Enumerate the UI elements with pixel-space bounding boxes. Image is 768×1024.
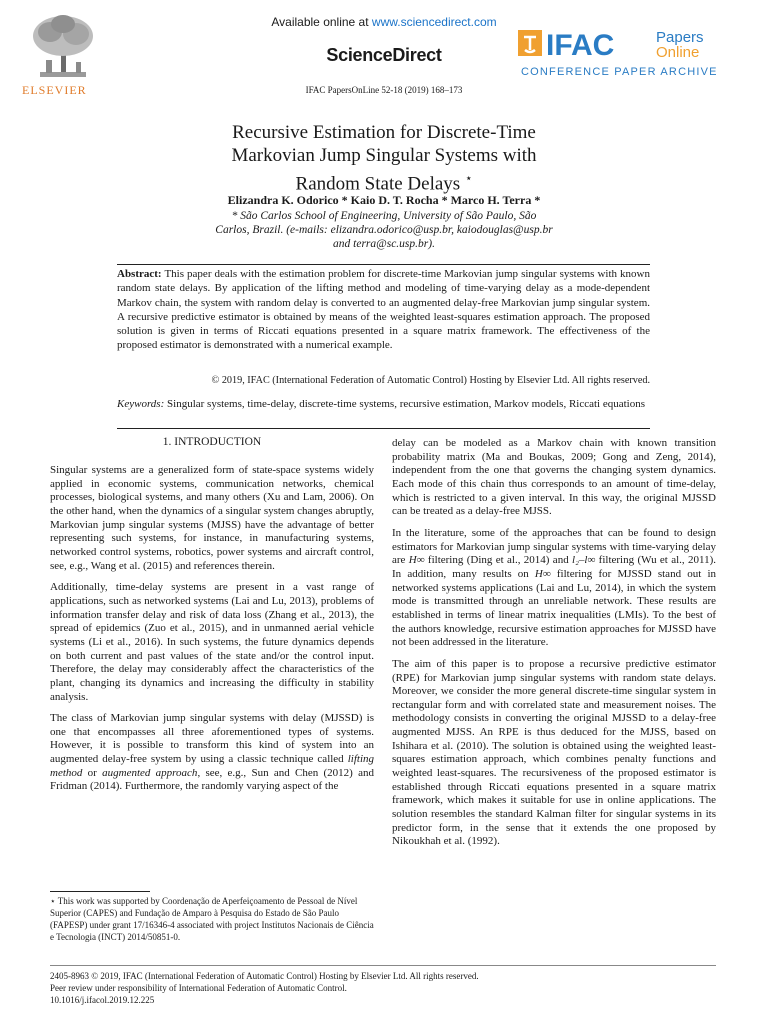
footer-issn-copyright: 2405-8963 © 2019, IFAC (International Federation of Automatic Control) Hosting by Elsevier Ltd. All rights reserved. (50, 971, 479, 981)
section-heading-introduction: 1. INTRODUCTION (162, 436, 262, 448)
title-line-1: Recursive Estimation for Discrete-Time (232, 122, 536, 143)
footer-doi[interactable]: 10.1016/j.ifacol.2019.12.225 (50, 994, 155, 1005)
ifac-online: Online (656, 44, 700, 61)
journal-reference: IFAC PapersOnLine 52-18 (2019) 168–173 (305, 85, 463, 95)
right-paragraph-3: The aim of this paper is to propose a recursive predictive estimator (RPE) for Markovian jump singular systems with random state delays. Moreover, we consider the more general discrete-time singular system in rectangular form and with correlated state and measurement noises. The methodology consists in converting the original MJSSD to a delay-free augmented MJSS. An RPE is thus deduced for the MJSS, based on Ishihara et al. (2010). The solution is obtained using the weighted least-squares estimation approach, which combines penalty functions and weighted least-squares. The recursiveness of the proposed estimator is established through Riccati equations presented in a square matrix framework, which makes it suitable for use in online applications. The solution resembles the standard Kalman filter for singular systems in its predictor form, in the sense that it extends the one proposed by Nikoukhah et al. (1992). (392, 657, 716, 848)
l2-linf: l₂–l∞ (572, 554, 596, 567)
p2-text-b: filtering (Ding et al., 2014) and (424, 554, 573, 567)
intro-paragraph-1: Singular systems are a generalized form of state-space systems widely applied in economic systems, communication networks, chemical processes, biological systems, and many others (Xu and Lam, 2006). On the other hand, when the dynamics of a singular system changes abruptly, Markovian jump singular systems (MJSS) have the advantage of better representing such systems, for instance, in manufacturing systems, networked control systems, robotics, power systems and aircraft control, see, e.g., Wang et al. (2015) and references therein. (50, 464, 375, 572)
p2-text-d: filtering for MJSSD stand out in networked systems applications (Lai and Lu, 2014), in which the system mode is transmitted through an unreliable network. These results are established in terms of linear matrix inequalities (LMIs). To the best of the authors knowledge, recursive estimation approaches for MJSSD have not been addressed in the literature. (392, 567, 716, 649)
affiliation (0, 209, 768, 251)
p3-lifting-method: lifting method (50, 753, 374, 779)
copyright-line: © 2019, IFAC (International Federation of Automatic Control) Hosting by Elsevier Ltd. All rights reserved. (211, 375, 650, 386)
h-infinity-2: H∞ (534, 567, 551, 580)
abstract-text: This paper deals with the estimation problem for discrete-time Markovian jump singular systems with known random state delays. By application of the lifting method and modeling of time-varying delay as a mode-dependent Markov chain, the system with random delay is converted to an augmented delay-free Markovian jump singular system. A recursive predictive estimator is obtained by means of the weighted least-squares estimation approach. The proposed solution is given in terms of Riccati equations presented in a square matrix framework. The effectiveness of the proposed estimator is demonstrated with a numerical example. (117, 268, 650, 352)
right-column (392, 437, 716, 857)
keywords (117, 397, 650, 411)
keywords-label: Keywords: (117, 398, 165, 410)
ifac-word: IFAC (546, 30, 615, 62)
sciencedirect-link[interactable]: www.sciencedirect.com (371, 15, 497, 29)
p3-text-b: , see, e.g., Sun and Chen (2012) and Fridman (2014). Furthermore, the randomly varying aspect of the (50, 766, 375, 793)
abstract (117, 267, 650, 353)
p3-text-a: The class of Markovian jump singular systems with delay (MJSSD) is one that encompasses all three aforementioned types of systems. However, it is possible to transform this kind of system into an augmented delay-free system by using a classic technique called (50, 712, 374, 766)
page-footer (50, 971, 730, 1006)
affiliation-line-3: and terra@sc.usp.br). (333, 238, 435, 250)
left-column (50, 464, 374, 802)
abstract-bottom-rule (117, 428, 650, 429)
intro-paragraph-2: Additionally, time-delay systems are present in a vast range of applications, such as networked systems (Lai and Lu, 2013), problems of information transfer delay and risk of data loss (Zhang et al., 2013), the spread of epidemics (Zuo et al., 2015), and in unmanned aerial vehicle systems (Li et al., 2016). In such systems, the future dynamics depends on both current and past values of the state and/or the control input. Therefore, the delay may considerably affect the characteristics of the plant, changing its dynamics and increasing the difficulty in stability analysis. (50, 581, 374, 703)
available-online-line (0, 15, 768, 29)
h-infinity-1: H∞ (408, 554, 425, 567)
title-footnote-star: ⋆ (464, 171, 473, 185)
ifac-archive-tagline: CONFERENCE PAPER ARCHIVE (521, 66, 718, 78)
footnote-rule (50, 891, 150, 892)
p3-augmented-approach: augmented approach (102, 766, 198, 779)
affiliation-line-1: * São Carlos School of Engineering, University of São Paulo, São (231, 210, 537, 222)
title-line-3: Random State Delays (295, 173, 461, 195)
p3-or: or (82, 766, 103, 779)
funding-footnote: ⋆ This work was supported by Coordenação de Aperfeiçoamento de Pessoal de Nível Superior (CAPES) and Fundação de Amparo à Pesquisa do Estado de São Paulo (FAPESP) under grant 17/16346-4 associated with project Institutos Nacionais de Ciência e Tecnologia (INCT) 2014/50851-0. (50, 896, 374, 942)
abstract-top-rule (117, 264, 650, 265)
right-paragraph-2 (392, 527, 716, 650)
title-line-2: Markovian Jump Singular Systems with (231, 145, 537, 166)
footer-rule (50, 965, 716, 966)
footer-peer-review: Peer review under responsibility of International Federation of Automatic Control. (50, 982, 347, 993)
keywords-text: Singular systems, time-delay, discrete-time systems, recursive estimation, Markov models, Riccati equations (164, 398, 645, 410)
p2-text-c: filtering (Wu et al., 2011). In addition, many results on (392, 554, 716, 580)
authors: Elizandra K. Odorico * Kaio D. T. Rocha * Marco H. Terra * (227, 193, 541, 207)
right-paragraph-1: delay can be modeled as a Markov chain with known transition probability matrix (Ma and Boukas, 2009; Gong and Zeng, 2014), independent from the one that governs the changing system dynamics. Each mode of this chain thus corresponds to an amount of time-delay, which is restricted to a given interval. In this way, the original MJSSD can be treated as a delay-free MJSS. (392, 437, 716, 518)
ifac-papers: Papers (656, 30, 704, 46)
intro-paragraph-3 (50, 712, 374, 794)
abstract-label: Abstract: (117, 268, 162, 280)
affiliation-line-2: Carlos, Brazil. (e-mails: elizandra.odorico@usp.br, kaiodouglas@usp.br (215, 224, 553, 236)
elsevier-wordmark: ELSEVIER (22, 83, 87, 97)
available-prefix: Available online at (271, 15, 372, 29)
sciencedirect-wordmark: ScienceDirect (326, 45, 442, 65)
p2-text-a: In the literature, some of the approaches that can be found to design estimators for Markovian jump singular systems with time-varying delay are (392, 526, 716, 567)
paper-title (0, 121, 768, 195)
elsevier-tree-logo (28, 12, 98, 80)
